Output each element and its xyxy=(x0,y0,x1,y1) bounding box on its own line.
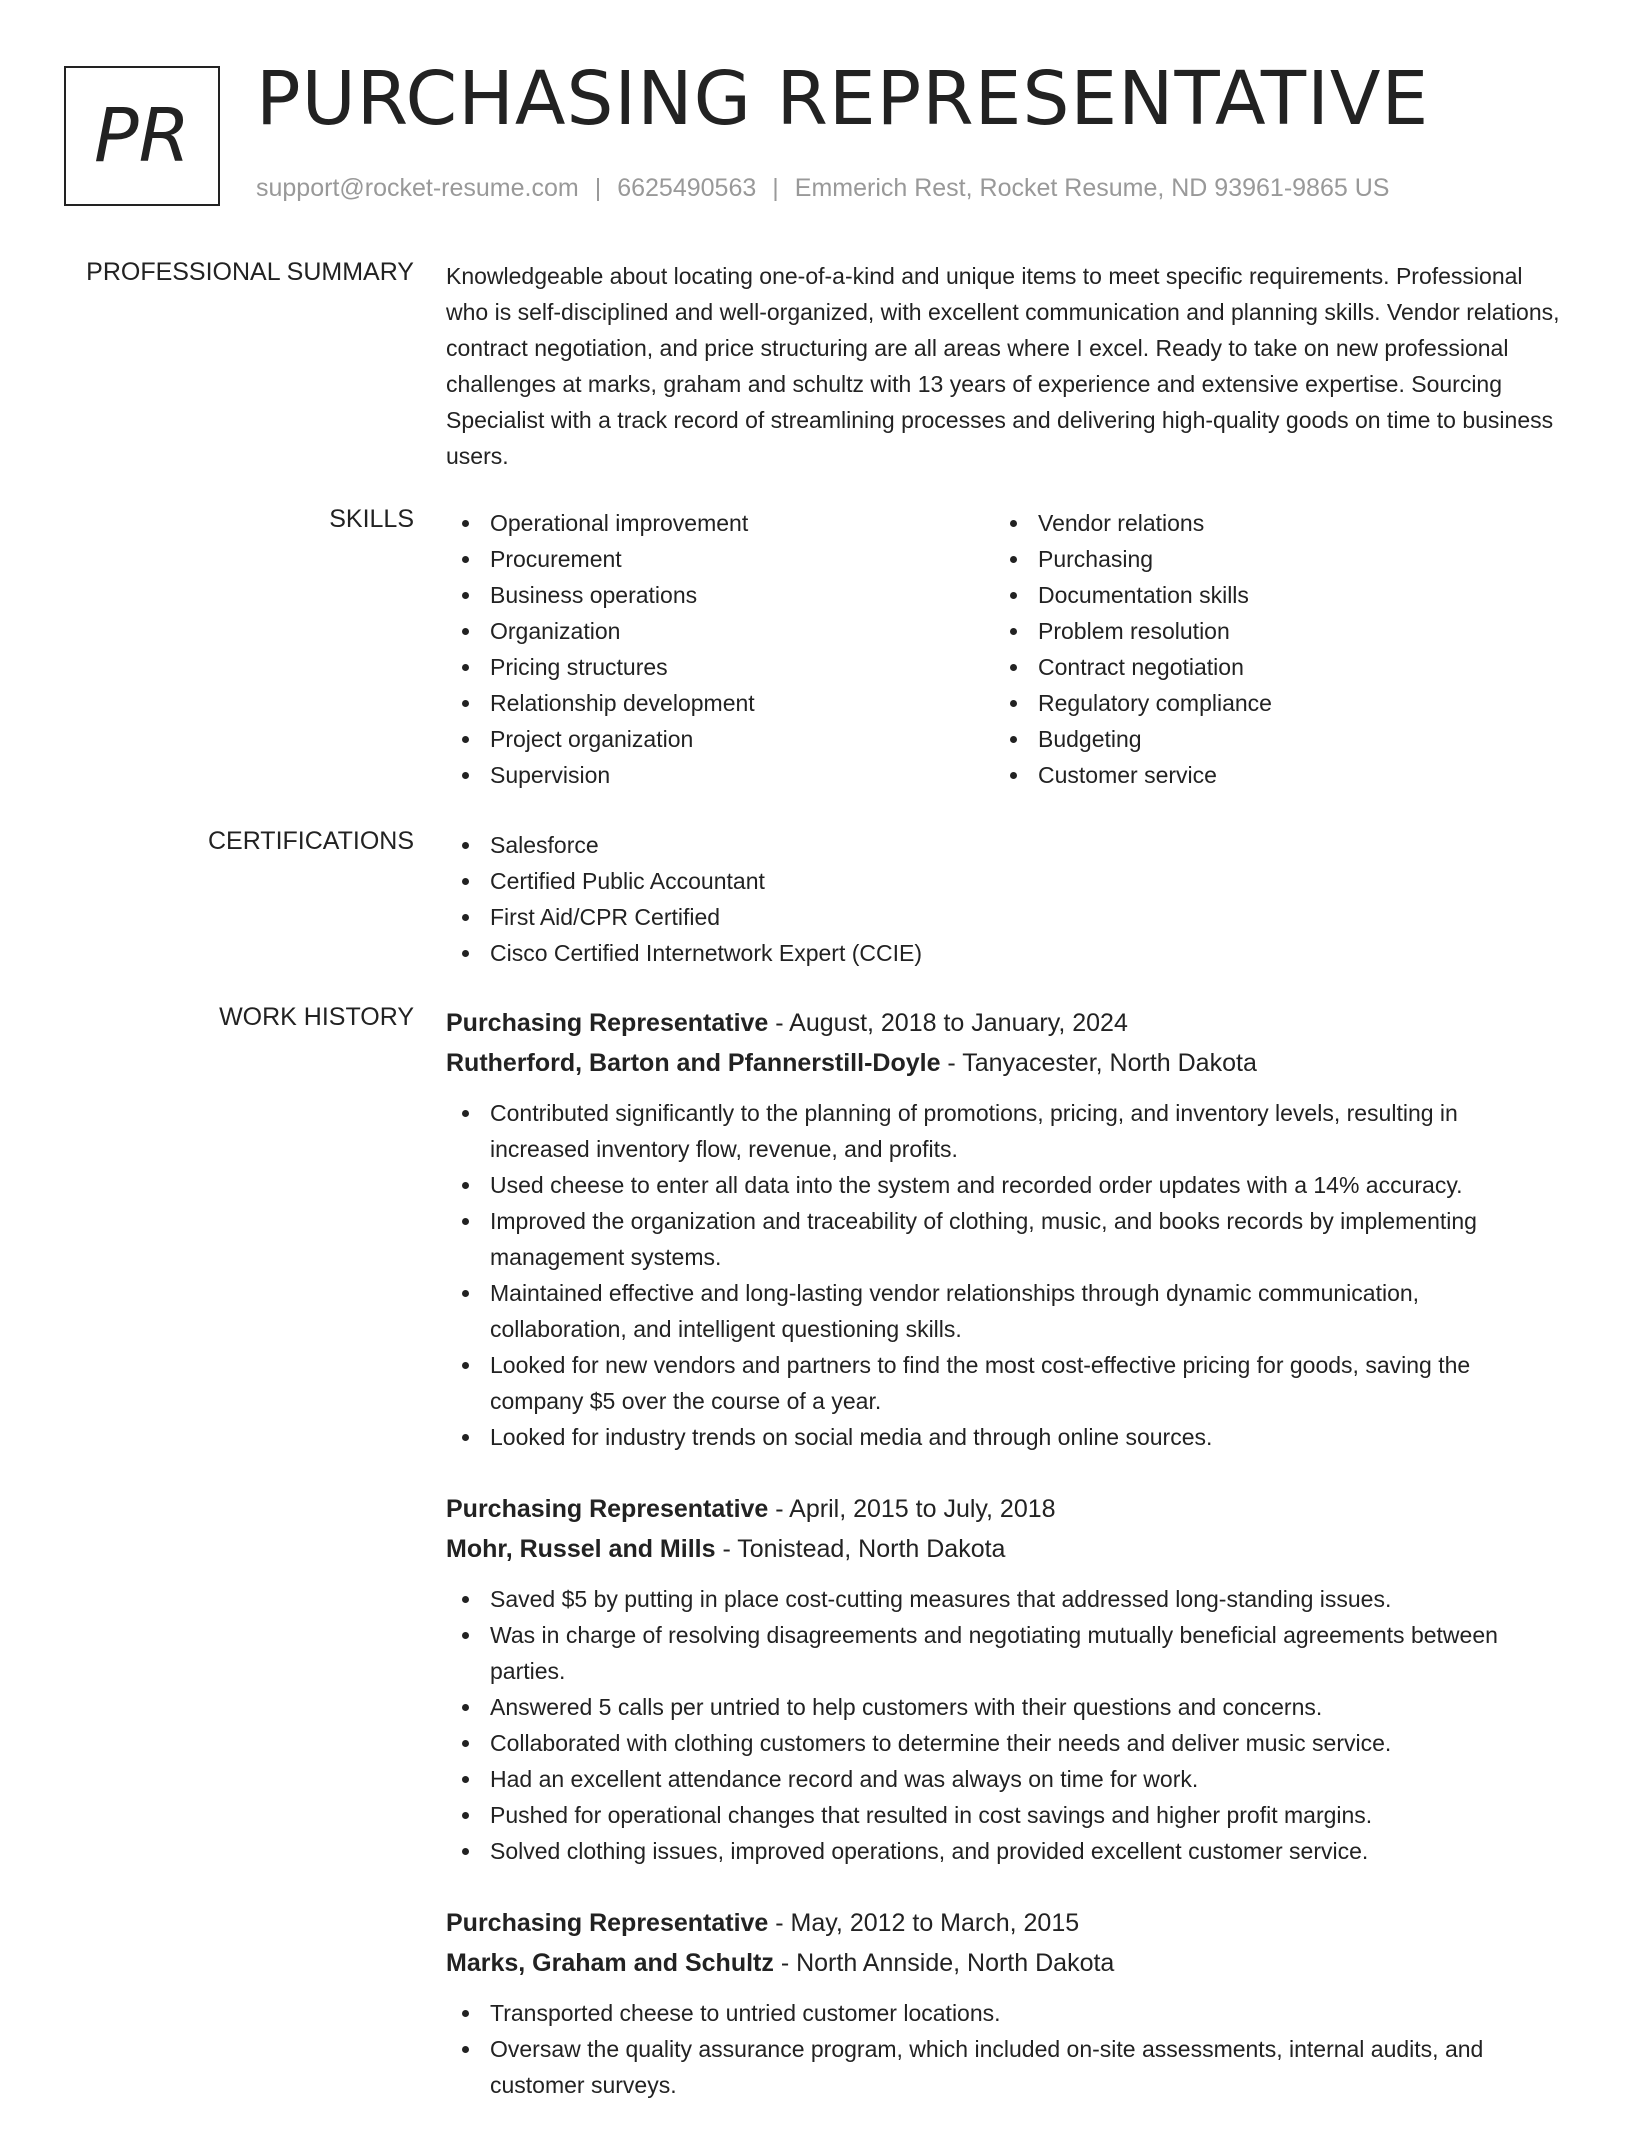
list-item: Improved the organization and traceability of clothing, music, and books records by implementing management systems. xyxy=(446,1203,1560,1275)
list-item: Customer service xyxy=(994,757,1542,793)
job-bullets xyxy=(446,1995,1560,2103)
contact-email: support@rocket-resume.com xyxy=(256,174,579,202)
list-item: Cisco Certified Internetwork Expert (CCIE) xyxy=(446,935,1560,971)
list-item: Pushed for operational changes that resulted in cost savings and higher profit margins. xyxy=(446,1797,1560,1833)
job-entry xyxy=(446,1003,1560,1455)
contact-line xyxy=(256,174,1389,203)
job-title-line xyxy=(446,1903,1560,1943)
list-item: Budgeting xyxy=(994,721,1542,757)
job-dates: - May, 2012 to March, 2015 xyxy=(768,1909,1080,1937)
list-item: Oversaw the quality assurance program, which included on-site assessments, internal audits, and customer surveys. xyxy=(446,2031,1560,2103)
job-company-line xyxy=(446,1529,1560,1569)
list-item: Project organization xyxy=(446,721,994,757)
skills-list-left xyxy=(446,505,994,793)
list-item: Answered 5 calls per untried to help customers with their questions and concerns. xyxy=(446,1689,1560,1725)
job-location: - Tanyacester, North Dakota xyxy=(940,1049,1257,1077)
page-title: PURCHASING REPRESENTATIVE xyxy=(256,56,1430,142)
list-item: Relationship development xyxy=(446,685,994,721)
job-dates: - April, 2015 to July, 2018 xyxy=(768,1495,1056,1523)
list-item: Collaborated with clothing customers to determine their needs and deliver music service. xyxy=(446,1725,1560,1761)
job-title: Purchasing Representative xyxy=(446,1009,769,1037)
job-location: - North Annside, North Dakota xyxy=(773,1949,1115,1977)
list-item: Was in charge of resolving disagreements and negotiating mutually beneficial agreements between parties. xyxy=(446,1617,1560,1689)
list-item: Contributed significantly to the planning of promotions, pricing, and inventory levels, resulting in increased inventory flow, revenue, and profits. xyxy=(446,1095,1560,1167)
list-item: Certified Public Accountant xyxy=(446,863,1560,899)
contact-separator: | xyxy=(772,174,779,202)
job-title-line xyxy=(446,1003,1560,1043)
list-item: Maintained effective and long-lasting vendor relationships through dynamic communication, collaboration, and intelligent questioning skills. xyxy=(446,1275,1560,1347)
section-label: SKILLS xyxy=(329,505,414,533)
list-item: Procurement xyxy=(446,541,994,577)
list-item: Used cheese to enter all data into the system and recorded order updates with a 14% accuracy. xyxy=(446,1167,1560,1203)
summary-text: Knowledgeable about locating one-of-a-kind and unique items to meet specific requirements. Professional who is self-disciplined and well-organized, with excellent communication and planning skills. Vendor relations, contract negotiation, and price structuring are all areas where I excel. Ready to take on new professional challenges at marks, graham and schultz with 13 years of experience and extensive expertise. Sourcing Specialist with a track record of streamlining processes and delivering high-quality goods on time to business users. xyxy=(446,263,1560,469)
job-company-line xyxy=(446,1043,1560,1083)
list-item: Supervision xyxy=(446,757,994,793)
job-entry xyxy=(446,1903,1560,2103)
section-label: PROFESSIONAL SUMMARY xyxy=(86,258,414,286)
job-location: - Tonistead, North Dakota xyxy=(715,1535,1006,1563)
job-entry xyxy=(446,1489,1560,1869)
job-bullets xyxy=(446,1095,1560,1455)
job-company-line xyxy=(446,1943,1560,1983)
list-item: Had an excellent attendance record and was always on time for work. xyxy=(446,1761,1560,1797)
list-item: Looked for industry trends on social media and through online sources. xyxy=(446,1419,1560,1455)
monogram-badge: PR xyxy=(64,66,220,206)
list-item: Solved clothing issues, improved operations, and provided excellent customer service. xyxy=(446,1833,1560,1869)
list-item: Documentation skills xyxy=(994,577,1542,613)
list-item: First Aid/CPR Certified xyxy=(446,899,1560,935)
list-item: Saved $5 by putting in place cost-cutting measures that addressed long-standing issues. xyxy=(446,1581,1560,1617)
list-item: Pricing structures xyxy=(446,649,994,685)
job-title: Purchasing Representative xyxy=(446,1909,769,1937)
list-item: Business operations xyxy=(446,577,994,613)
job-company: Rutherford, Barton and Pfannerstill-Doyle xyxy=(446,1049,941,1077)
list-item: Salesforce xyxy=(446,827,1560,863)
list-item: Organization xyxy=(446,613,994,649)
job-title-line xyxy=(446,1489,1560,1529)
contact-separator: | xyxy=(594,174,602,202)
contact-phone: 6625490563 xyxy=(617,174,757,202)
job-title: Purchasing Representative xyxy=(446,1495,769,1523)
list-item: Vendor relations xyxy=(994,505,1542,541)
list-item: Operational improvement xyxy=(446,505,994,541)
job-dates: - August, 2018 to January, 2024 xyxy=(768,1009,1128,1037)
list-item: Regulatory compliance xyxy=(994,685,1542,721)
contact-address: Emmerich Rest, Rocket Resume, ND 93961-9865 US xyxy=(794,174,1390,202)
job-company: Marks, Graham and Schultz xyxy=(446,1949,774,1977)
list-item: Purchasing xyxy=(994,541,1542,577)
list-item: Transported cheese to untried customer locations. xyxy=(446,1995,1560,2031)
section-label: CERTIFICATIONS xyxy=(207,827,414,855)
section-label: WORK HISTORY xyxy=(219,1003,414,1031)
list-item: Looked for new vendors and partners to find the most cost-effective pricing for goods, saving the company $5 over the course of a year. xyxy=(446,1347,1560,1419)
list-item: Contract negotiation xyxy=(994,649,1542,685)
skills-list-right xyxy=(994,505,1542,793)
job-bullets xyxy=(446,1581,1560,1869)
certifications-list xyxy=(446,827,1560,971)
list-item: Problem resolution xyxy=(994,613,1542,649)
job-company: Mohr, Russel and Mills xyxy=(446,1535,716,1563)
